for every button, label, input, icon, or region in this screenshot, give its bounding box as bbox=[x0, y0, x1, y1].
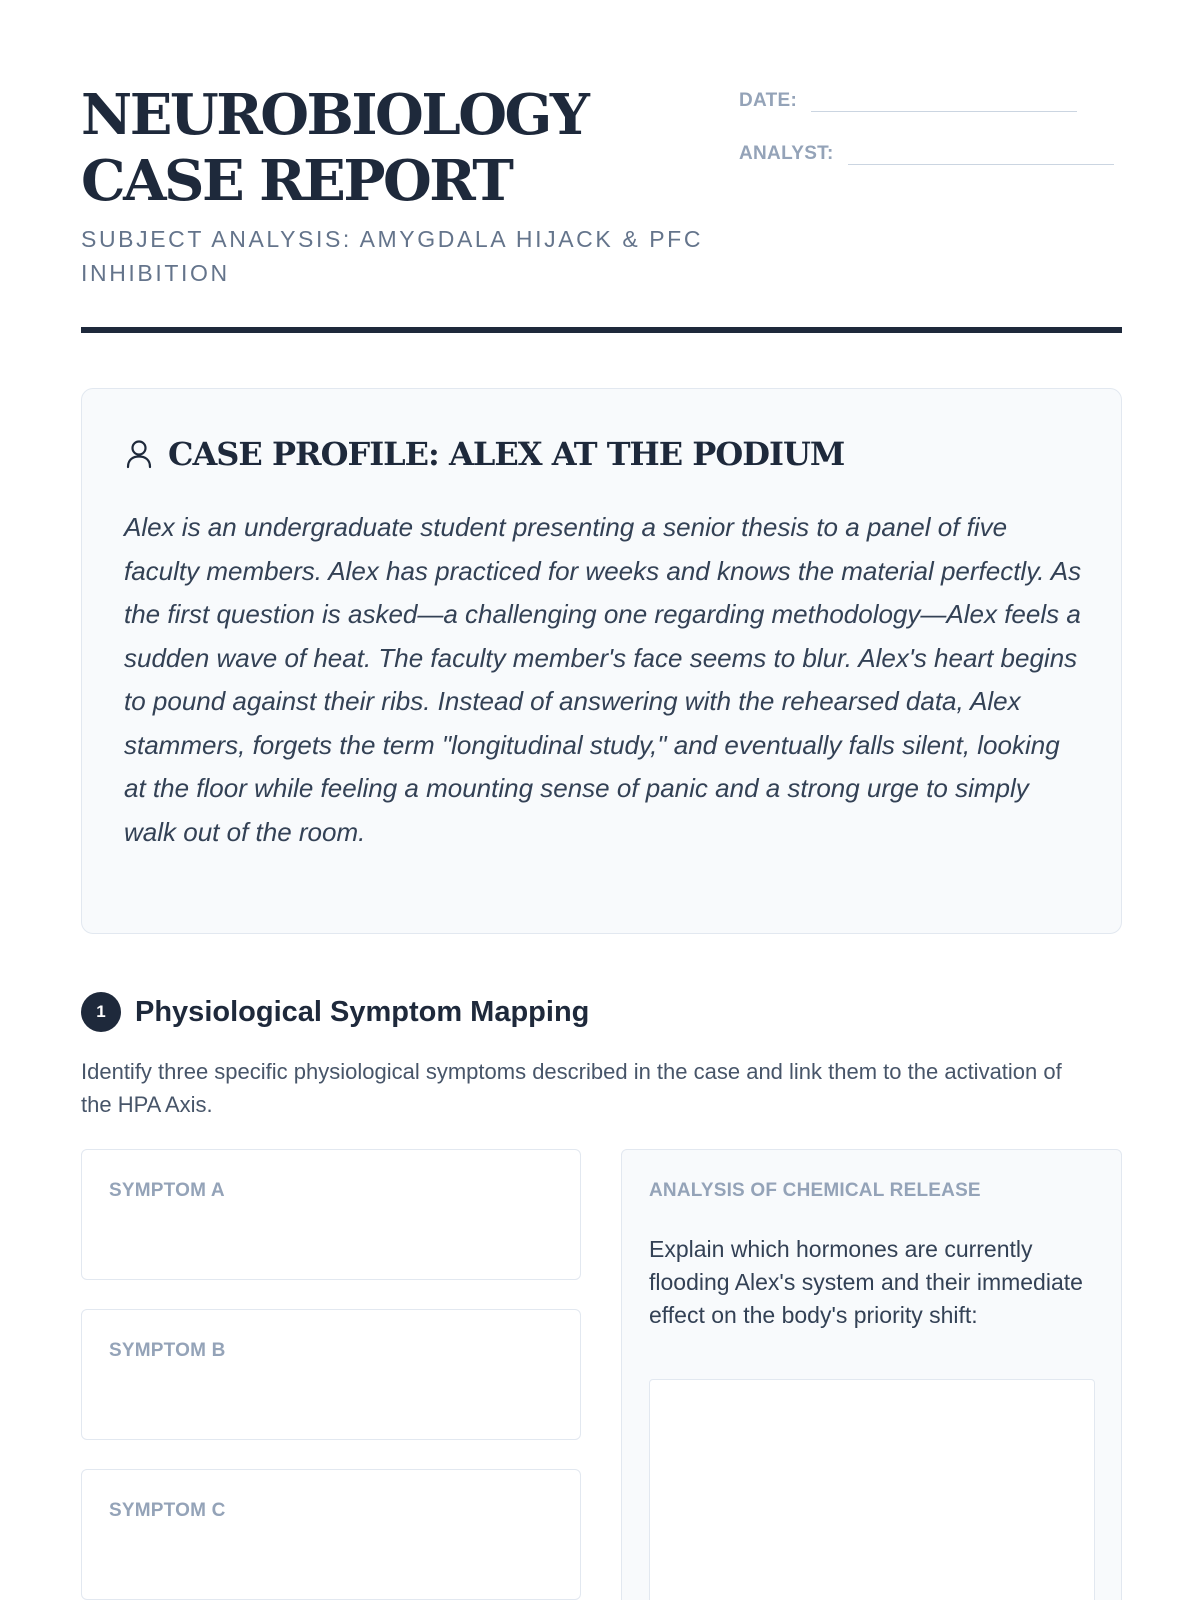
section-title: Physiological Symptom Mapping bbox=[135, 995, 590, 1028]
page-title: NEUROBIOLOGY CASE REPORT bbox=[81, 82, 588, 214]
report-header bbox=[81, 82, 1122, 332]
analysis-prompt: Explain which hormones are currently flooding Alex's system and their immediate effect on the body's priority shift: bbox=[649, 1236, 1083, 1328]
section-number-badge: 1 bbox=[81, 992, 121, 1032]
symptom-b-box[interactable] bbox=[81, 1309, 581, 1440]
symptom-c-box[interactable] bbox=[81, 1469, 581, 1600]
user-icon bbox=[124, 438, 154, 470]
page-subtitle: SUBJECT ANALYSIS: AMYGDALA HIJACK & PFC INHIBITION bbox=[81, 226, 704, 286]
date-field-row bbox=[739, 88, 1122, 112]
analysis-label: ANALYSIS OF CHEMICAL RELEASE bbox=[649, 1180, 981, 1201]
case-profile-title: CASE PROFILE: ALEX AT THE PODIUM bbox=[168, 435, 845, 473]
case-profile-text: Alex is an undergraduate student presenting a senior thesis to a panel of five faculty members. Alex has practiced for weeks and knows the material perfectly. As the first question is asked—a challenging one regarding methodology—Alex feels a sudden wave of heat. The faculty member's face seems to blur. Alex's heart begins to pound against their ribs. Instead of answering with the rehearsed data, Alex stammers, forgets the term "longitudinal study," and eventually falls silent, looking at the floor while feeling a mounting sense of panic and a strong urge to simply walk out of the room. bbox=[124, 512, 1082, 847]
symptom-a-box[interactable] bbox=[81, 1149, 581, 1280]
symptom-c-label: SYMPTOM C bbox=[109, 1500, 226, 1521]
case-profile-heading bbox=[124, 435, 844, 473]
symptom-b-label: SYMPTOM B bbox=[109, 1340, 226, 1361]
analysis-answer-field[interactable] bbox=[649, 1379, 1095, 1600]
chemical-release-panel bbox=[621, 1149, 1122, 1600]
analyst-field[interactable] bbox=[848, 141, 1114, 165]
section-description: Identify three specific physiological symptoms described in the case and link them to the activation of the HPA Axis. bbox=[81, 1059, 1062, 1117]
case-profile-card bbox=[81, 388, 1122, 934]
date-field[interactable] bbox=[811, 88, 1077, 112]
date-label: DATE: bbox=[739, 90, 798, 111]
analyst-field-row bbox=[739, 141, 1122, 165]
analyst-label: ANALYST: bbox=[739, 143, 834, 164]
header-divider bbox=[81, 327, 1122, 333]
section-1-heading bbox=[81, 992, 589, 1032]
symptom-a-label: SYMPTOM A bbox=[109, 1180, 225, 1201]
